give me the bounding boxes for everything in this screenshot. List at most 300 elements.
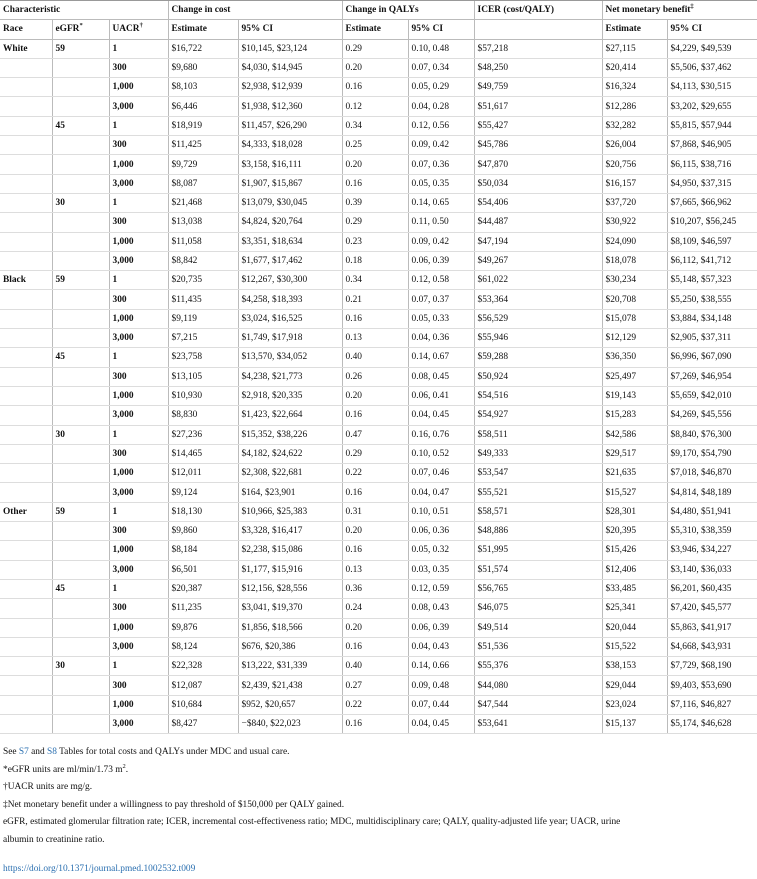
cell-race	[0, 599, 52, 618]
cell-qaly-estimate: 0.13	[342, 560, 408, 579]
cell-nmb-estimate: $15,283	[602, 406, 667, 425]
cell-egfr	[52, 599, 109, 618]
cell-nmb-ci: $4,113, $30,515	[667, 78, 757, 97]
cell-qaly-ci: 0.14, 0.67	[408, 348, 474, 367]
cell-nmb-estimate: $24,090	[602, 232, 667, 251]
cell-race	[0, 560, 52, 579]
cell-icer: $54,927	[474, 406, 602, 425]
cell-icer: $51,536	[474, 637, 602, 656]
cell-cost-estimate: $27,236	[168, 425, 238, 444]
cell-nmb-ci: $6,201, $60,435	[667, 579, 757, 598]
note-text: See	[3, 747, 19, 758]
cell-qaly-estimate: 0.29	[342, 444, 408, 463]
cell-race	[0, 579, 52, 598]
cell-nmb-ci: $7,729, $68,190	[667, 657, 757, 676]
cell-cost-ci: $1,749, $17,918	[238, 329, 342, 348]
cell-qaly-ci: 0.04, 0.36	[408, 329, 474, 348]
table-row	[0, 251, 757, 270]
cell-icer: $51,574	[474, 560, 602, 579]
cell-uacr: 3,000	[109, 714, 168, 733]
cell-nmb-ci: $5,863, $41,917	[667, 618, 757, 637]
cell-cost-ci: $3,351, $18,634	[238, 232, 342, 251]
cell-icer: $56,765	[474, 579, 602, 598]
cell-nmb-estimate: $20,756	[602, 155, 667, 174]
cell-egfr	[52, 97, 109, 116]
cell-uacr: 300	[109, 599, 168, 618]
table-row	[0, 464, 757, 483]
cell-nmb-estimate: $42,586	[602, 425, 667, 444]
cell-cost-ci: $2,439, $21,438	[238, 676, 342, 695]
cell-cost-estimate: $11,435	[168, 290, 238, 309]
cell-cost-ci: $2,938, $12,939	[238, 78, 342, 97]
cell-qaly-ci: 0.16, 0.76	[408, 425, 474, 444]
cell-nmb-estimate: $30,922	[602, 213, 667, 232]
cell-nmb-ci: $4,668, $43,931	[667, 637, 757, 656]
col-group-change-in-qalys: Change in QALYs	[342, 1, 474, 20]
cell-nmb-estimate: $15,426	[602, 541, 667, 560]
cell-nmb-ci: $8,109, $46,597	[667, 232, 757, 251]
cell-nmb-estimate: $21,635	[602, 464, 667, 483]
table-row	[0, 386, 757, 405]
cell-egfr	[52, 560, 109, 579]
cell-race	[0, 695, 52, 714]
cell-qaly-ci: 0.07, 0.44	[408, 695, 474, 714]
cell-cost-estimate: $11,058	[168, 232, 238, 251]
cell-uacr: 1,000	[109, 155, 168, 174]
table-row	[0, 714, 757, 733]
cell-icer: $44,487	[474, 213, 602, 232]
table-row	[0, 174, 757, 193]
cell-cost-estimate: $11,425	[168, 136, 238, 155]
cell-egfr: 59	[52, 271, 109, 290]
cell-icer: $48,250	[474, 58, 602, 77]
cell-egfr	[52, 522, 109, 541]
cell-qaly-estimate: 0.20	[342, 58, 408, 77]
cell-uacr: 3,000	[109, 251, 168, 270]
cell-cost-ci: $12,156, $28,556	[238, 579, 342, 598]
cell-qaly-ci: 0.06, 0.36	[408, 522, 474, 541]
cell-uacr: 300	[109, 522, 168, 541]
cell-uacr: 1,000	[109, 78, 168, 97]
table-row	[0, 367, 757, 386]
cell-cost-ci: $1,423, $22,664	[238, 406, 342, 425]
table-row	[0, 502, 757, 521]
cell-qaly-estimate: 0.22	[342, 695, 408, 714]
cell-cost-estimate: $9,729	[168, 155, 238, 174]
cell-cost-ci: $4,258, $18,393	[238, 290, 342, 309]
cell-race	[0, 213, 52, 232]
cell-nmb-ci: $5,174, $46,628	[667, 714, 757, 733]
table-row	[0, 78, 757, 97]
cell-qaly-ci: 0.05, 0.33	[408, 309, 474, 328]
cell-race	[0, 136, 52, 155]
cell-qaly-estimate: 0.34	[342, 116, 408, 135]
cell-nmb-ci: $2,905, $37,311	[667, 329, 757, 348]
cell-nmb-estimate: $15,522	[602, 637, 667, 656]
cell-cost-estimate: $23,758	[168, 348, 238, 367]
col-icer	[474, 20, 602, 39]
cell-qaly-estimate: 0.22	[342, 464, 408, 483]
cell-uacr: 1,000	[109, 386, 168, 405]
cell-cost-estimate: $9,860	[168, 522, 238, 541]
cell-race	[0, 329, 52, 348]
cell-qaly-estimate: 0.29	[342, 39, 408, 58]
cell-nmb-estimate: $29,044	[602, 676, 667, 695]
cell-race	[0, 676, 52, 695]
cell-qaly-ci: 0.07, 0.36	[408, 155, 474, 174]
cell-cost-ci: $952, $20,657	[238, 695, 342, 714]
col-group-change-in-cost: Change in cost	[168, 1, 342, 20]
cell-uacr: 3,000	[109, 97, 168, 116]
cell-cost-estimate: $14,465	[168, 444, 238, 463]
cell-race	[0, 174, 52, 193]
uacr-label: UACR	[112, 24, 140, 35]
cell-egfr	[52, 618, 109, 637]
cell-nmb-estimate: $20,395	[602, 522, 667, 541]
cell-nmb-estimate: $36,350	[602, 348, 667, 367]
cell-nmb-ci: $3,202, $29,655	[667, 97, 757, 116]
uacr-units-note: †UACR units are mg/g.	[3, 782, 93, 793]
cell-race	[0, 348, 52, 367]
cell-cost-ci: $13,079, $30,045	[238, 193, 342, 212]
cell-icer: $55,427	[474, 116, 602, 135]
cell-uacr: 300	[109, 136, 168, 155]
cell-uacr: 1,000	[109, 541, 168, 560]
egfr-label: eGFR	[55, 24, 80, 35]
cell-cost-estimate: $12,087	[168, 676, 238, 695]
cell-qaly-ci: 0.10, 0.52	[408, 444, 474, 463]
cell-cost-estimate: $8,087	[168, 174, 238, 193]
cell-race	[0, 58, 52, 77]
cell-qaly-ci: 0.09, 0.42	[408, 232, 474, 251]
uacr-footnote-mark: †	[139, 22, 143, 30]
cell-qaly-ci: 0.10, 0.48	[408, 39, 474, 58]
cell-qaly-ci: 0.09, 0.42	[408, 136, 474, 155]
cell-egfr	[52, 406, 109, 425]
cell-race	[0, 464, 52, 483]
col-cost-estimate: Estimate	[168, 20, 238, 39]
cell-uacr: 1,000	[109, 695, 168, 714]
cell-qaly-ci: 0.08, 0.43	[408, 599, 474, 618]
cell-icer: $49,514	[474, 618, 602, 637]
cell-egfr	[52, 213, 109, 232]
cell-icer: $55,521	[474, 483, 602, 502]
cell-qaly-ci: 0.04, 0.43	[408, 637, 474, 656]
cell-qaly-estimate: 0.24	[342, 599, 408, 618]
table-row	[0, 329, 757, 348]
cell-race	[0, 367, 52, 386]
col-uacr	[109, 20, 168, 39]
cell-qaly-ci: 0.05, 0.29	[408, 78, 474, 97]
cell-qaly-ci: 0.12, 0.59	[408, 579, 474, 598]
cell-qaly-ci: 0.06, 0.39	[408, 251, 474, 270]
cell-icer: $53,364	[474, 290, 602, 309]
cell-egfr: 30	[52, 193, 109, 212]
cell-egfr	[52, 136, 109, 155]
cell-icer: $46,075	[474, 599, 602, 618]
cell-nmb-ci: $6,996, $67,090	[667, 348, 757, 367]
cell-egfr	[52, 483, 109, 502]
cell-qaly-ci: 0.03, 0.35	[408, 560, 474, 579]
cell-cost-ci: $4,030, $14,945	[238, 58, 342, 77]
cell-cost-ci: $1,907, $15,867	[238, 174, 342, 193]
cell-egfr	[52, 695, 109, 714]
cell-qaly-ci: 0.08, 0.45	[408, 367, 474, 386]
cell-qaly-ci: 0.12, 0.58	[408, 271, 474, 290]
cell-uacr: 1	[109, 579, 168, 598]
cell-race	[0, 714, 52, 733]
table-row	[0, 213, 757, 232]
cell-uacr: 1	[109, 271, 168, 290]
cell-cost-ci: $13,570, $34,052	[238, 348, 342, 367]
col-group-icer: ICER (cost/QALY)	[474, 1, 602, 20]
cell-nmb-estimate: $26,004	[602, 136, 667, 155]
cell-nmb-ci: $7,420, $45,577	[667, 599, 757, 618]
link-s7[interactable]: S7	[18, 747, 29, 758]
cell-uacr: 300	[109, 58, 168, 77]
header-row-columns	[0, 20, 757, 39]
cell-nmb-estimate: $20,708	[602, 290, 667, 309]
table-row	[0, 541, 757, 560]
cell-cost-ci: $4,824, $20,764	[238, 213, 342, 232]
cell-race	[0, 155, 52, 174]
cell-nmb-ci: $3,884, $34,148	[667, 309, 757, 328]
note-superscript: 2	[122, 762, 126, 770]
cell-uacr: 1	[109, 39, 168, 58]
cell-uacr: 1,000	[109, 232, 168, 251]
cell-uacr: 300	[109, 444, 168, 463]
table-row	[0, 444, 757, 463]
note-text: .	[125, 764, 129, 775]
cell-race	[0, 309, 52, 328]
cell-icer: $53,547	[474, 464, 602, 483]
cell-nmb-estimate: $15,078	[602, 309, 667, 328]
cell-nmb-ci: $4,269, $45,556	[667, 406, 757, 425]
cell-cost-ci: $4,238, $21,773	[238, 367, 342, 386]
cell-uacr: 1,000	[109, 309, 168, 328]
col-qaly-estimate: Estimate	[342, 20, 408, 39]
cell-qaly-ci: 0.14, 0.66	[408, 657, 474, 676]
cell-race	[0, 483, 52, 502]
cell-cost-estimate: $7,215	[168, 329, 238, 348]
cell-nmb-ci: $5,310, $38,359	[667, 522, 757, 541]
cell-qaly-estimate: 0.16	[342, 483, 408, 502]
cell-egfr	[52, 676, 109, 695]
cell-icer: $59,288	[474, 348, 602, 367]
cell-uacr: 3,000	[109, 637, 168, 656]
cell-nmb-estimate: $16,324	[602, 78, 667, 97]
cell-qaly-ci: 0.09, 0.48	[408, 676, 474, 695]
table-row	[0, 406, 757, 425]
cell-nmb-estimate: $30,234	[602, 271, 667, 290]
abbreviations-note	[3, 814, 754, 849]
note-text: and	[28, 747, 48, 758]
table-row	[0, 155, 757, 174]
cell-qaly-estimate: 0.16	[342, 174, 408, 193]
cell-egfr: 45	[52, 348, 109, 367]
cell-nmb-estimate: $19,143	[602, 386, 667, 405]
cell-nmb-ci: $7,868, $46,905	[667, 136, 757, 155]
note-text: albumin to creatinine ratio.	[3, 834, 105, 845]
cell-nmb-estimate: $33,485	[602, 579, 667, 598]
cell-icer: $55,376	[474, 657, 602, 676]
cell-uacr: 1	[109, 425, 168, 444]
cell-nmb-ci: $6,115, $38,716	[667, 155, 757, 174]
cell-cost-ci: $1,177, $15,916	[238, 560, 342, 579]
cell-nmb-ci: $8,840, $76,300	[667, 425, 757, 444]
nmb-footnote-mark: ‡	[690, 3, 694, 11]
cell-qaly-estimate: 0.20	[342, 618, 408, 637]
cell-cost-estimate: $9,119	[168, 309, 238, 328]
col-egfr	[52, 20, 109, 39]
cell-qaly-estimate: 0.16	[342, 78, 408, 97]
cell-nmb-ci: $7,116, $46,827	[667, 695, 757, 714]
cell-nmb-ci: $4,814, $48,189	[667, 483, 757, 502]
cell-icer: $47,194	[474, 232, 602, 251]
cell-cost-estimate: $9,124	[168, 483, 238, 502]
cell-cost-ci: $1,677, $17,462	[238, 251, 342, 270]
cell-race	[0, 618, 52, 637]
cell-qaly-ci: 0.07, 0.37	[408, 290, 474, 309]
cell-egfr	[52, 714, 109, 733]
cell-qaly-estimate: 0.23	[342, 232, 408, 251]
cell-nmb-ci: $3,140, $36,033	[667, 560, 757, 579]
table-row	[0, 348, 757, 367]
cell-cost-estimate: $9,680	[168, 58, 238, 77]
cell-egfr: 45	[52, 579, 109, 598]
table-row	[0, 271, 757, 290]
cell-egfr	[52, 78, 109, 97]
cell-qaly-estimate: 0.21	[342, 290, 408, 309]
cell-icer: $57,218	[474, 39, 602, 58]
cell-qaly-estimate: 0.16	[342, 406, 408, 425]
cell-cost-estimate: $9,876	[168, 618, 238, 637]
cell-qaly-ci: 0.05, 0.32	[408, 541, 474, 560]
see-tables-note	[3, 744, 754, 762]
table-row	[0, 560, 757, 579]
cell-nmb-ci: $5,815, $57,944	[667, 116, 757, 135]
cell-icer: $54,406	[474, 193, 602, 212]
cell-cost-estimate: $10,684	[168, 695, 238, 714]
cell-race: Black	[0, 271, 52, 290]
egfr-footnote-mark: *	[79, 22, 83, 30]
cell-cost-ci: $12,267, $30,300	[238, 271, 342, 290]
cell-icer: $49,759	[474, 78, 602, 97]
cell-qaly-estimate: 0.25	[342, 136, 408, 155]
table-row	[0, 657, 757, 676]
table-row	[0, 637, 757, 656]
cell-nmb-ci: $9,170, $54,790	[667, 444, 757, 463]
cell-qaly-estimate: 0.26	[342, 367, 408, 386]
cell-icer: $54,516	[474, 386, 602, 405]
cell-nmb-ci: $6,112, $41,712	[667, 251, 757, 270]
cell-uacr: 1,000	[109, 464, 168, 483]
cell-egfr	[52, 58, 109, 77]
cell-cost-ci: −$840, $22,023	[238, 714, 342, 733]
cell-qaly-ci: 0.06, 0.41	[408, 386, 474, 405]
table-row	[0, 58, 757, 77]
cell-nmb-ci: $4,229, $49,539	[667, 39, 757, 58]
cell-race	[0, 290, 52, 309]
cell-egfr	[52, 155, 109, 174]
table-row	[0, 39, 757, 58]
cell-uacr: 1	[109, 502, 168, 521]
cell-cost-ci: $4,182, $24,622	[238, 444, 342, 463]
link-s8[interactable]: S8	[47, 747, 57, 758]
cell-race	[0, 444, 52, 463]
cell-icer: $47,544	[474, 695, 602, 714]
table-row	[0, 618, 757, 637]
cell-nmb-estimate: $27,115	[602, 39, 667, 58]
doi-link[interactable]: https://doi.org/10.1371/journal.pmed.1002532.t009	[3, 864, 196, 875]
cell-race: Other	[0, 502, 52, 521]
cell-nmb-estimate: $15,527	[602, 483, 667, 502]
cell-nmb-estimate: $23,024	[602, 695, 667, 714]
cell-cost-ci: $2,308, $22,681	[238, 464, 342, 483]
cell-egfr	[52, 251, 109, 270]
cell-nmb-estimate: $37,720	[602, 193, 667, 212]
cell-nmb-ci: $7,018, $46,870	[667, 464, 757, 483]
cell-cost-estimate: $18,919	[168, 116, 238, 135]
cell-race	[0, 637, 52, 656]
table-row	[0, 483, 757, 502]
cell-race	[0, 78, 52, 97]
cell-cost-ci: $3,041, $19,370	[238, 599, 342, 618]
cell-uacr: 300	[109, 213, 168, 232]
table-row	[0, 579, 757, 598]
table-row	[0, 309, 757, 328]
cell-icer: $44,080	[474, 676, 602, 695]
cell-nmb-estimate: $20,044	[602, 618, 667, 637]
note-text: eGFR, estimated glomerular filtration rate; ICER, incremental cost-effectiveness ratio; MDC, multidisciplinary care; QALY, quality-adjusted life year; UACR, urine	[3, 817, 621, 828]
cell-qaly-estimate: 0.40	[342, 657, 408, 676]
cell-uacr: 3,000	[109, 406, 168, 425]
cell-race	[0, 406, 52, 425]
cell-qaly-estimate: 0.12	[342, 97, 408, 116]
cell-cost-ci: $2,238, $15,086	[238, 541, 342, 560]
cell-cost-ci: $1,938, $12,360	[238, 97, 342, 116]
cell-race	[0, 97, 52, 116]
cell-qaly-estimate: 0.47	[342, 425, 408, 444]
table-row	[0, 425, 757, 444]
cell-cost-ci: $676, $20,386	[238, 637, 342, 656]
table-row	[0, 676, 757, 695]
cell-nmb-ci: $5,148, $57,323	[667, 271, 757, 290]
cell-qaly-ci: 0.06, 0.39	[408, 618, 474, 637]
cell-cost-estimate: $8,103	[168, 78, 238, 97]
cell-nmb-estimate: $28,301	[602, 502, 667, 521]
cell-egfr	[52, 309, 109, 328]
cell-cost-estimate: $16,722	[168, 39, 238, 58]
cell-icer: $53,641	[474, 714, 602, 733]
cell-egfr	[52, 367, 109, 386]
cell-cost-ci: $3,158, $16,111	[238, 155, 342, 174]
cell-qaly-estimate: 0.31	[342, 502, 408, 521]
cell-qaly-estimate: 0.16	[342, 714, 408, 733]
cell-nmb-ci: $5,250, $38,555	[667, 290, 757, 309]
cell-qaly-estimate: 0.20	[342, 386, 408, 405]
cell-icer: $51,995	[474, 541, 602, 560]
cell-cost-ci: $3,328, $16,417	[238, 522, 342, 541]
table-row	[0, 695, 757, 714]
cell-nmb-ci: $3,946, $34,227	[667, 541, 757, 560]
cell-race	[0, 522, 52, 541]
note-text: *eGFR units are ml/min/1.73 m	[3, 764, 123, 775]
table-row	[0, 97, 757, 116]
cell-icer: $49,333	[474, 444, 602, 463]
cell-cost-estimate: $13,038	[168, 213, 238, 232]
cell-race	[0, 116, 52, 135]
